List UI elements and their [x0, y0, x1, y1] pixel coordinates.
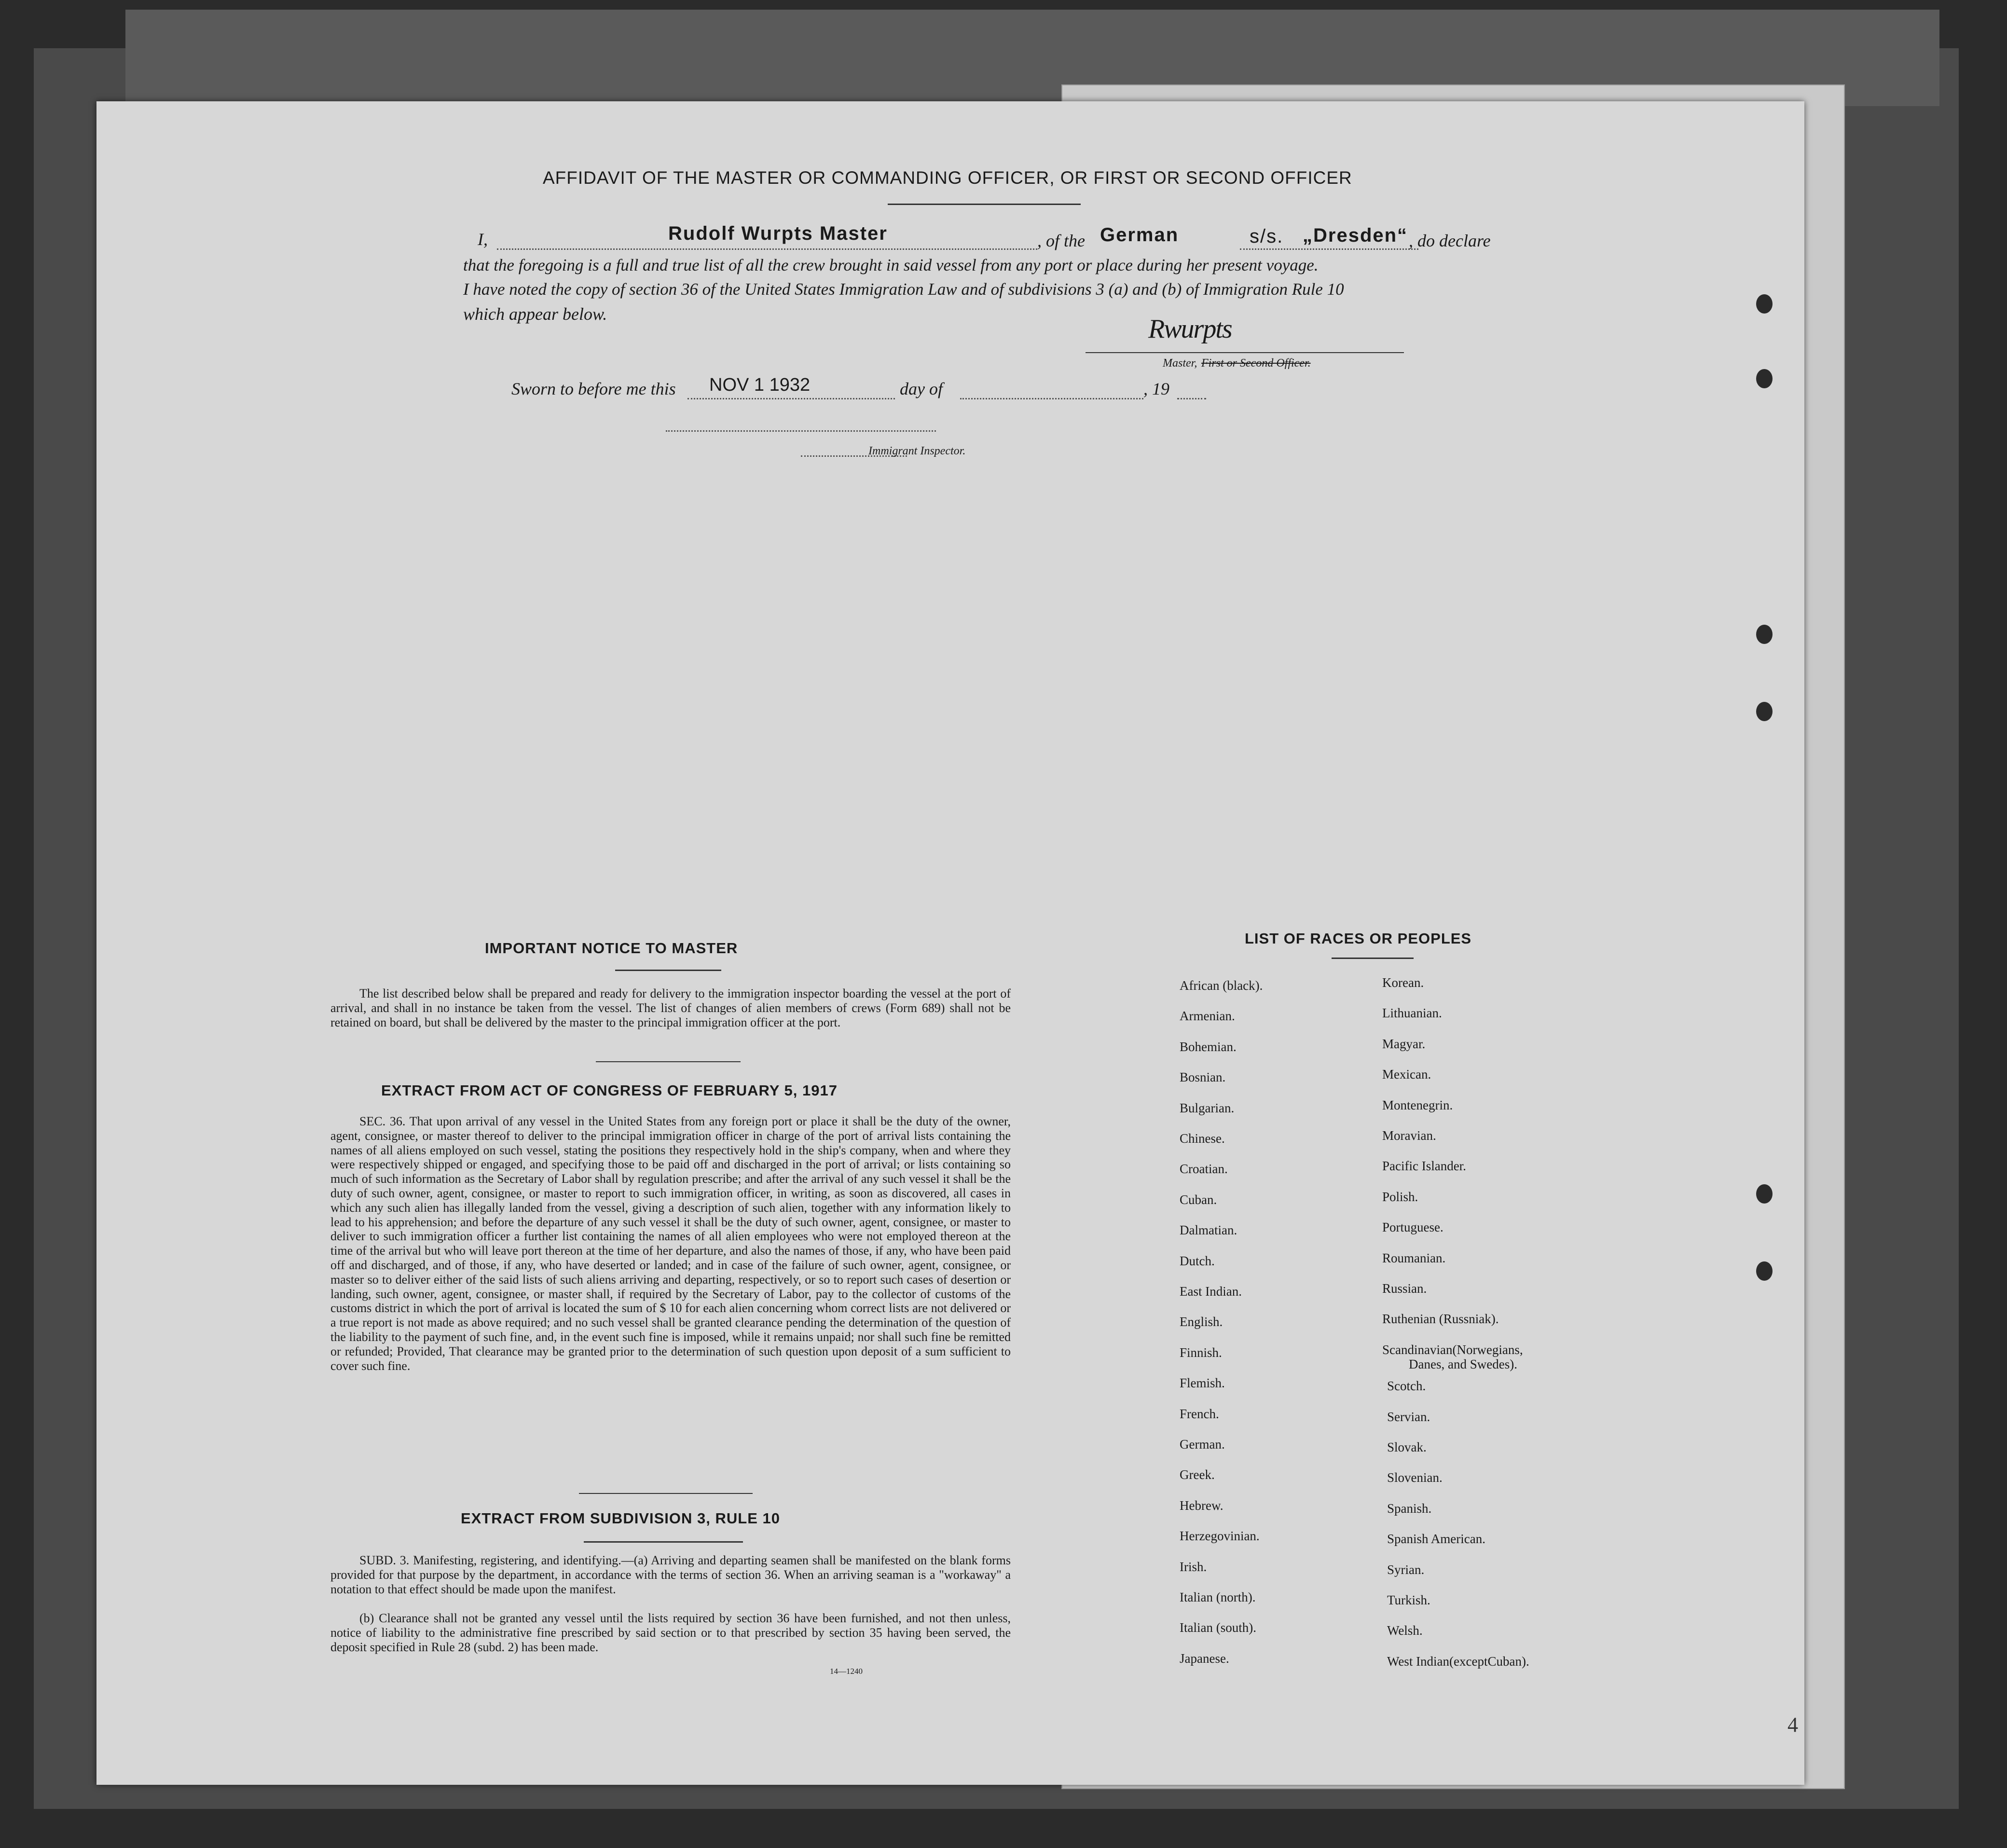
race-right-2: Magyar.	[1382, 1037, 1426, 1051]
margin-pencil-mark: 4	[1787, 1713, 1798, 1737]
form-number: 14—1240	[830, 1667, 863, 1676]
signature-caption-master: Master,	[1163, 357, 1197, 370]
nationality: German	[1100, 224, 1179, 246]
act-bottom-rule	[579, 1493, 753, 1494]
race-right-0: Korean.	[1382, 975, 1424, 990]
race-right-8: Portuguese.	[1382, 1220, 1443, 1234]
master-name: Rudolf Wurpts Master	[668, 223, 888, 244]
inspector-signature-line	[666, 430, 936, 432]
race-right-11: Ruthenian (Russniak).	[1382, 1312, 1499, 1326]
title-rule	[888, 204, 1081, 205]
race-left-5: Chinese.	[1180, 1131, 1225, 1146]
notice-text: The list described below shall be prepared and ready for delivery to the immigration inspector boarding the vessel at the port of arrival, and shall in no instance be taken from the vessel. The list of changes of alien members of crews (Form 689) shall not be retained on board, but shall be delivered by the master to the principal immigration officer at the port.	[330, 986, 1011, 1029]
rule-rule	[584, 1541, 743, 1543]
race-right-22: West Indian(exceptCuban).	[1387, 1654, 1529, 1669]
race-right-10: Russian.	[1382, 1281, 1427, 1296]
document-page	[96, 101, 1804, 1785]
master-signature: Rwurpts	[1148, 314, 1232, 344]
rule-text-a: SUBD. 3. Manifesting, registering, and identifying.—(a) Arriving and departing seamen shall be manifested on the blank forms provided for that purpose by the department, in accordance with the terms of section 36. When an arriving seaman is a "workaway" a notation to that effect should be made upon the manifest.	[330, 1553, 1011, 1596]
binder-hole	[1756, 294, 1773, 314]
race-left-0: African (black).	[1180, 978, 1263, 993]
race-right-13: Scotch.	[1387, 1379, 1426, 1393]
race-right-18: Spanish American.	[1387, 1532, 1485, 1546]
notice-title: IMPORTANT NOTICE TO MASTER	[485, 940, 738, 957]
race-left-19: Irish.	[1180, 1560, 1207, 1574]
do-declare-text: , do declare	[1409, 231, 1491, 250]
race-right-17: Spanish.	[1387, 1501, 1432, 1516]
vessel-line	[1240, 248, 1418, 250]
binder-hole	[1756, 369, 1773, 388]
act-title: EXTRACT FROM ACT OF CONGRESS OF FEBRUARY 5, 1917	[381, 1082, 838, 1099]
signature-caption-officer: First or Second Officer.	[1201, 357, 1311, 370]
race-right-14: Servian.	[1387, 1410, 1430, 1424]
affidavit-title: AFFIDAVIT OF THE MASTER OR COMMANDING OFFICER, OR FIRST OR SECOND OFFICER	[543, 168, 1352, 188]
race-left-12: Finnish.	[1180, 1345, 1222, 1360]
year-line	[1177, 398, 1206, 399]
race-left-14: French.	[1180, 1407, 1219, 1421]
race-right-12-cont: Danes, and Swedes).	[1409, 1357, 1517, 1371]
race-right-9: Roumanian.	[1382, 1251, 1446, 1265]
race-left-11: English.	[1180, 1314, 1223, 1329]
year-prefix: , 19	[1143, 379, 1169, 398]
binder-hole	[1756, 1184, 1773, 1204]
race-left-1: Armenian.	[1180, 1009, 1235, 1023]
race-right-12: Scandinavian(Norwegians,	[1382, 1342, 1523, 1357]
affidavit-line-3: I have noted the copy of section 36 of the United States Immigration Law and of subdivisions 3 (a) and (b) of Immigration Rule 10	[463, 280, 1344, 299]
sworn-date-stamp: NOV 1 1932	[709, 375, 811, 395]
race-left-10: East Indian.	[1180, 1284, 1242, 1299]
race-left-13: Flemish.	[1180, 1376, 1225, 1390]
race-right-15: Slovak.	[1387, 1440, 1427, 1454]
race-left-4: Bulgarian.	[1180, 1101, 1235, 1115]
of-the-text: , of the	[1037, 231, 1085, 250]
affidavit-line-4: which appear below.	[463, 304, 607, 324]
binder-hole	[1756, 1261, 1773, 1281]
races-title: LIST OF RACES OR PEOPLES	[1245, 930, 1472, 947]
race-left-3: Bosnian.	[1180, 1070, 1226, 1084]
binder-hole	[1756, 625, 1773, 644]
vessel-prefix: s/s.	[1250, 226, 1284, 247]
sworn-prefix: Sworn to before me this	[511, 379, 676, 398]
race-right-1: Lithuanian.	[1382, 1006, 1442, 1020]
race-right-5: Moravian.	[1382, 1128, 1436, 1143]
declarant-prefix: I,	[478, 230, 488, 249]
race-right-20: Turkish.	[1387, 1593, 1430, 1607]
race-right-6: Pacific Islander.	[1382, 1159, 1466, 1173]
race-left-9: Dutch.	[1180, 1254, 1215, 1268]
race-left-15: German.	[1180, 1437, 1225, 1451]
race-right-4: Montenegrin.	[1382, 1098, 1453, 1112]
race-left-18: Herzegovinian.	[1180, 1529, 1260, 1543]
race-left-16: Greek.	[1180, 1467, 1215, 1482]
rule-title: EXTRACT FROM SUBDIVISION 3, RULE 10	[461, 1510, 780, 1527]
sworn-date-line	[687, 398, 895, 399]
notice-rule	[615, 970, 721, 971]
act-text: SEC. 36. That upon arrival of any vessel in the United States from any foreign port or place it shall be the duty of the owner, agent, consignee, or master thereof to deliver to the principal immigration officer in charge of the port of arrival lists containing the names of all aliens employed on such vessel, stating the positions they respectively hold in the ship's company, when and where they were respectively shipped or engaged, and specifying those to be paid off and discharged in the port of arrival; or lists containing so much of such information as the Secretary of Labor shall by regulation prescribe; and after the arrival of any such vessel it shall be the duty of such owner, agent, consignee, or master to report to such immigration officer, in writing, as soon as discovered, all cases in which any such alien has illegally landed from the vessel, giving a description of such alien, together with any information likely to lead to his apprehension; and before the departure of any such vessel it shall be the duty of such owner, agent, consignee, or master to deliver to such immigration officer a further list containing the names of all alien employees who were not employed thereon at the time of the arrival but who will leave port thereon at the time of her departure, and also the names of those, if any, who have been paid off and discharged, and of those, if any, who have deserted or landed; and in case of the failure of such owner, agent, consignee, or master so to deliver either of the said lists of such aliens arriving and departing, respectively, or so to report such cases of desertion or landing, such owner, agent, consignee, or master shall, if required by the Secretary of Labor, pay to the collector of customs of the customs district in which the port of arrival is located the sum of $ 10 for each alien concerning whom correct lists are not delivered or a true report is not made as above required; and no such vessel shall be granted clearance pending the determination of the question of the liability to the payment of such fine, and, in the event such fine is imposed, while it remains unpaid; nor shall such fine be remitted or refunded; Provided, That clearance may be granted prior to the determination of such question upon deposit of a sum sufficient to cover such fine.	[330, 1114, 1011, 1373]
binder-hole	[1756, 702, 1773, 721]
race-right-21: Welsh.	[1387, 1623, 1423, 1638]
race-right-7: Polish.	[1382, 1190, 1418, 1204]
race-right-19: Syrian.	[1387, 1562, 1425, 1577]
race-left-20: Italian (north).	[1180, 1590, 1256, 1604]
race-left-2: Bohemian.	[1180, 1040, 1237, 1054]
race-left-8: Dalmatian.	[1180, 1223, 1237, 1237]
race-left-22: Japanese.	[1180, 1651, 1229, 1666]
race-left-7: Cuban.	[1180, 1192, 1217, 1207]
race-right-16: Slovenian.	[1387, 1470, 1443, 1485]
rule-text-b: (b) Clearance shall not be granted any vessel until the lists required by section 36 have been furnished, and not then unless, notice of liability to the administrative fine prescribed by said section or to that prescribed by section 35 having been served, the deposit specified in Rule 28 (subd. 2) has been made.	[330, 1611, 1011, 1654]
vessel-name: „Dresden“	[1303, 225, 1408, 246]
race-left-6: Croatian.	[1180, 1162, 1228, 1176]
month-line	[960, 398, 1143, 399]
race-right-3: Mexican.	[1382, 1067, 1431, 1081]
signature-line	[1086, 352, 1404, 353]
affidavit-line-2: that the foregoing is a full and true list of all the crew brought in said vessel from any port or place during her present voyage.	[463, 256, 1319, 274]
race-left-21: Italian (south).	[1180, 1620, 1256, 1635]
race-left-17: Hebrew.	[1180, 1498, 1223, 1513]
inspector-label: Immigrant Inspector.	[868, 445, 966, 457]
races-rule	[1332, 958, 1414, 959]
name-line	[497, 248, 1037, 250]
day-of-text: day of	[900, 379, 943, 398]
notice-bottom-rule	[596, 1061, 741, 1062]
